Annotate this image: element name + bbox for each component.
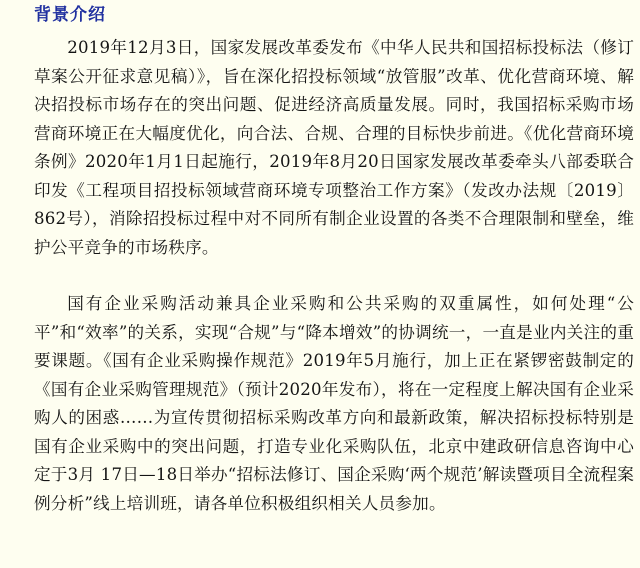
paragraph-training-intro: 国有企业采购活动兼具企业采购和公共采购的双重属性，如何处理“公平”和“效率”的关系，实现“合规”与“降本增效”的协调统一，一直是业内关注的重要课题。《国有企业采购操作规范》2019年5月施行，加上正在紧锣密鼓制定的《国有企业采购管理规范》（预计2020年发布），将在一定程度上解决国有企业采购人的困惑……为宣传贯彻招标采购改革方向和最新政策，解决招标投标特别是国有企业采购中的突出问题，打造专业化采购队伍，北京中建政研信息咨询中心定于3月 17日—18日举办“招标法修订、国企采购‘两个规范’解读暨项目全流程案例分析”线上培训班，请各单位积极组织相关人员参加。 <box>34 294 634 513</box>
paragraph-background: 2019年12月3日，国家发展改革委发布《中华人民共和国招标投标法（修订草案公开征求意见稿）》，旨在深化招投标领域“放管服”改革、优化营商环境、解决招投标市场存在的突出问题、促进经济高质量发展。同时，我国招标采购市场营商环境正在大幅度优化，向合法、合规、合理的目标快步前进。《优化营商环境条例》2020年1月1日起施行，2019年8月20日国家发展改革委牵头八部委联合印发《工程项目招投标领域营商环境专项整治工作方案》（发改办法规〔2019〕862号），消除招投标过程中对不同所有制企业设置的各类不合理限制和壁垒，维护公平竞争的市场秩序。 <box>34 38 634 257</box>
section-heading: 背景介绍 <box>34 5 106 25</box>
